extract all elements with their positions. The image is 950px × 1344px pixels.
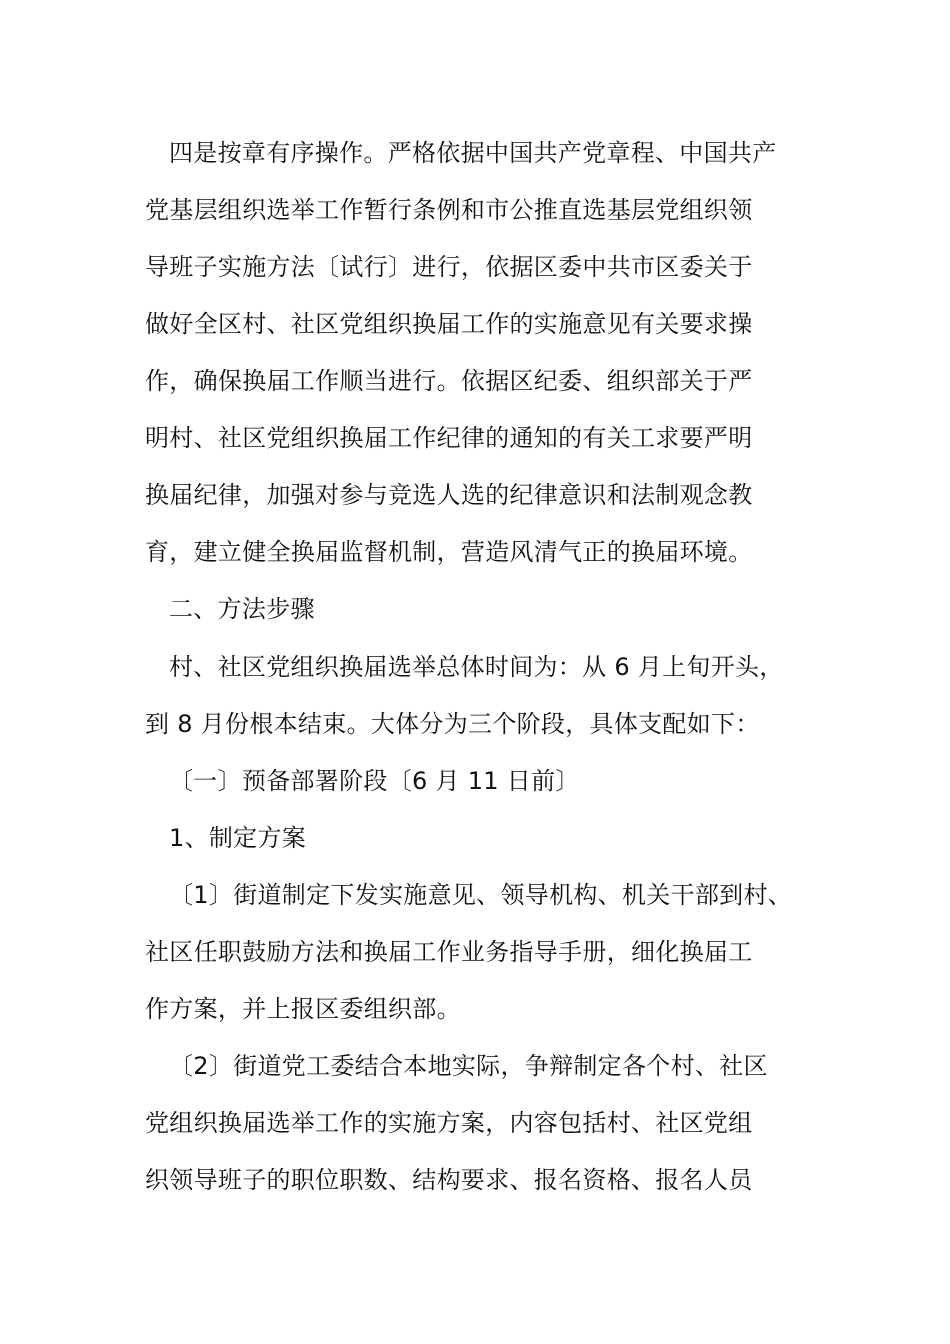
paragraph-line: 换届纪律，加强对参与竞选人选的纪律意识和法制观念教 bbox=[145, 481, 753, 509]
paragraph-line: 党组织换届选举工作的实施方案，内容包括村、社区党组 bbox=[145, 1109, 753, 1137]
paragraph-line: 村、社区党组织换届选举总体时间为：从 6 月上旬开头， bbox=[169, 653, 784, 681]
paragraph-line: 四是按章有序操作。严格依据中国共产党章程、中国共产 bbox=[169, 139, 777, 167]
subsection-heading: 〔一〕预备部署阶段〔6 月 11 日前〕 bbox=[169, 767, 580, 795]
section-heading: 二、方法步骤 bbox=[169, 595, 315, 623]
paragraph-line: 明村、社区党组织换届工作纪律的通知的有关工求要严明 bbox=[145, 424, 753, 452]
item-heading: 1、制定方案 bbox=[169, 824, 307, 852]
paragraph-line: 作，确保换届工作顺当进行。依据区纪委、组织部关于严 bbox=[145, 367, 753, 395]
paragraph-line: 〔2〕街道党工委结合本地实际，争辩制定各个村、社区 bbox=[169, 1052, 768, 1080]
paragraph-line: 做好全区村、社区党组织换届工作的实施意见有关要求操 bbox=[145, 310, 753, 338]
paragraph-line: 党基层组织选举工作暂行条例和市公推直选基层党组织领 bbox=[145, 196, 753, 224]
paragraph-line: 作方案，并上报区委组织部。 bbox=[145, 995, 461, 1023]
paragraph-line: 织领导班子的职位职数、结构要求、报名资格、报名人员 bbox=[145, 1166, 753, 1194]
paragraph-line: 育，建立健全换届监督机制，营造风清气正的换届环境。 bbox=[145, 538, 753, 566]
paragraph-line: 导班子实施方法〔试行〕进行，依据区委中共市区委关于 bbox=[145, 253, 753, 281]
paragraph-line: 〔1〕街道制定下发实施意见、领导机构、机关干部到村、 bbox=[169, 881, 793, 909]
paragraph-line: 到 8 月份根本结束。大体分为三个阶段，具体支配如下： bbox=[145, 710, 760, 738]
paragraph-line: 社区任职鼓励方法和换届工作业务指导手册，细化换届工 bbox=[145, 938, 753, 966]
